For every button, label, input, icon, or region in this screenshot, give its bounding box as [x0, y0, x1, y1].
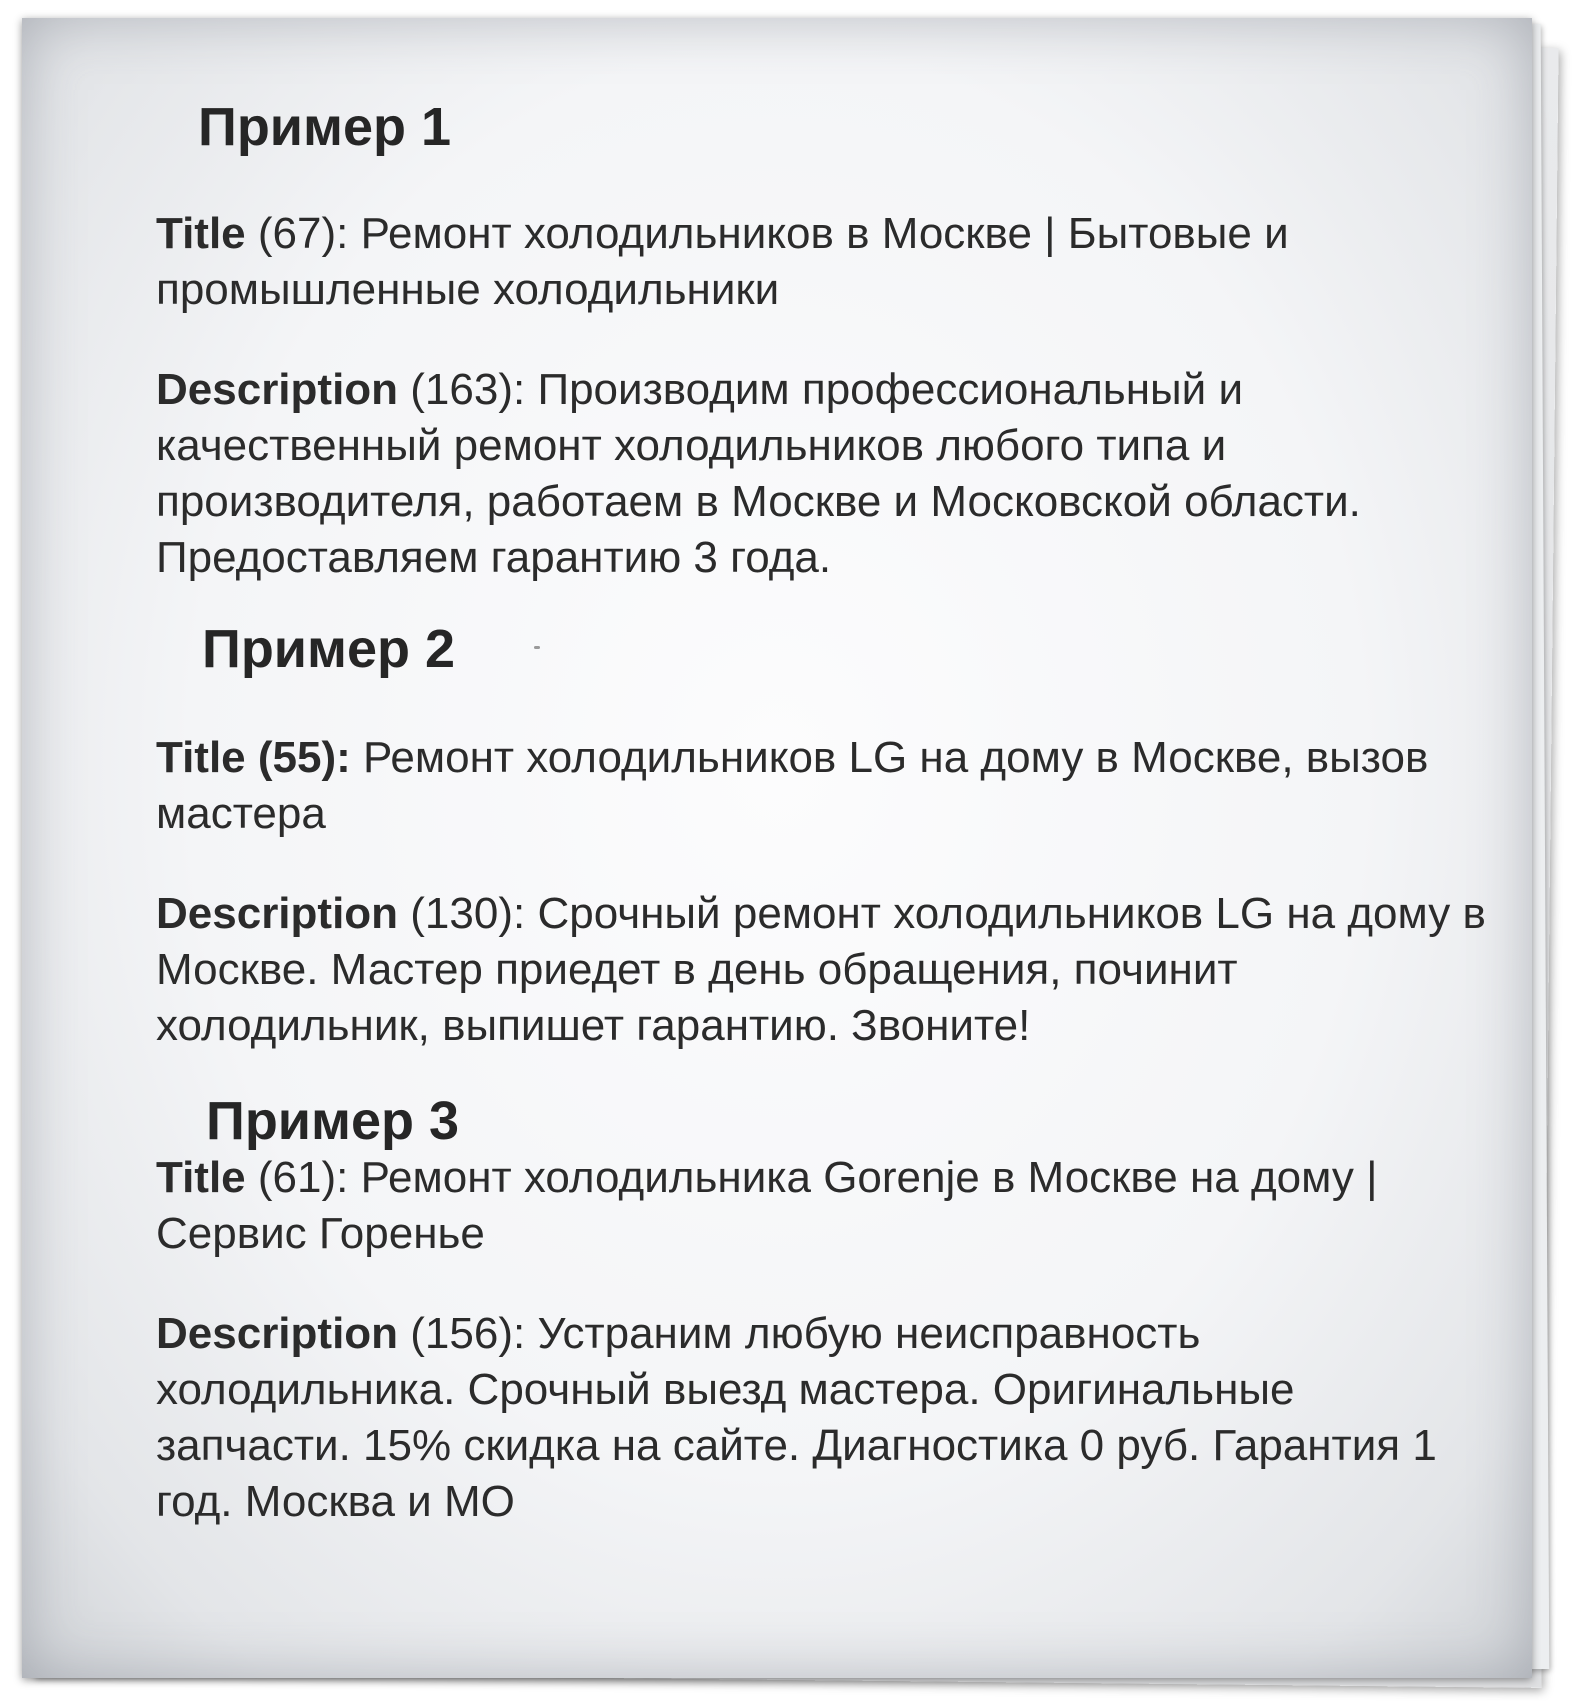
example-1-description-line: [156, 362, 1486, 586]
description-label: Description: [156, 889, 399, 938]
title-label: Title: [156, 209, 246, 258]
example-1-heading: Пример 1: [198, 97, 451, 157]
example-1-title-line: [156, 206, 1486, 318]
example-3-description-line: [156, 1306, 1486, 1530]
description-label: Description: [156, 365, 399, 414]
example-2-heading: Пример 2: [202, 619, 455, 679]
title-count: (67): [245, 209, 337, 258]
document-content: [22, 18, 1532, 1678]
example-3-title-line: [156, 1150, 1486, 1262]
description-count: (163): [398, 365, 513, 414]
title-text: : Ремонт холодильника Gorenje в Москве на дому | Сервис Горенье: [156, 1153, 1378, 1258]
title-label: Title (55):: [156, 733, 351, 782]
description-text: : Срочный ремонт холодильников LG на дому в Москве. Мастер приедет в день обращения, починит холодильник, выпишет гарантию. Звоните!: [156, 889, 1486, 1050]
example-3-heading: Пример 3: [206, 1091, 459, 1151]
title-text: Ремонт холодильников LG на дому в Москве, вызов мастера: [156, 733, 1429, 838]
paper-speck: [534, 646, 540, 649]
title-label: Title: [156, 1153, 246, 1202]
front-sheet: [22, 18, 1532, 1678]
example-2-description-line: [156, 886, 1486, 1054]
title-count: (61): [245, 1153, 337, 1202]
description-text: : Производим профессиональный и качественный ремонт холодильников любого типа и производителя, работаем в Москве и Московской области. Предоставляем гарантию 3 года.: [156, 365, 1361, 582]
title-text: : Ремонт холодильников в Москве | Бытовые и промышленные холодильники: [156, 209, 1289, 314]
description-count: (130): [398, 889, 513, 938]
description-count: (156): [398, 1309, 513, 1358]
description-label: Description: [156, 1309, 399, 1358]
description-text: : Устраним любую неисправность холодильника. Срочный выезд мастера. Оригинальные запчасти. 15% скидка на сайте. Диагностика 0 руб. Гарантия 1 год. Москва и МО: [156, 1309, 1437, 1526]
example-2-title-line: [156, 730, 1486, 842]
